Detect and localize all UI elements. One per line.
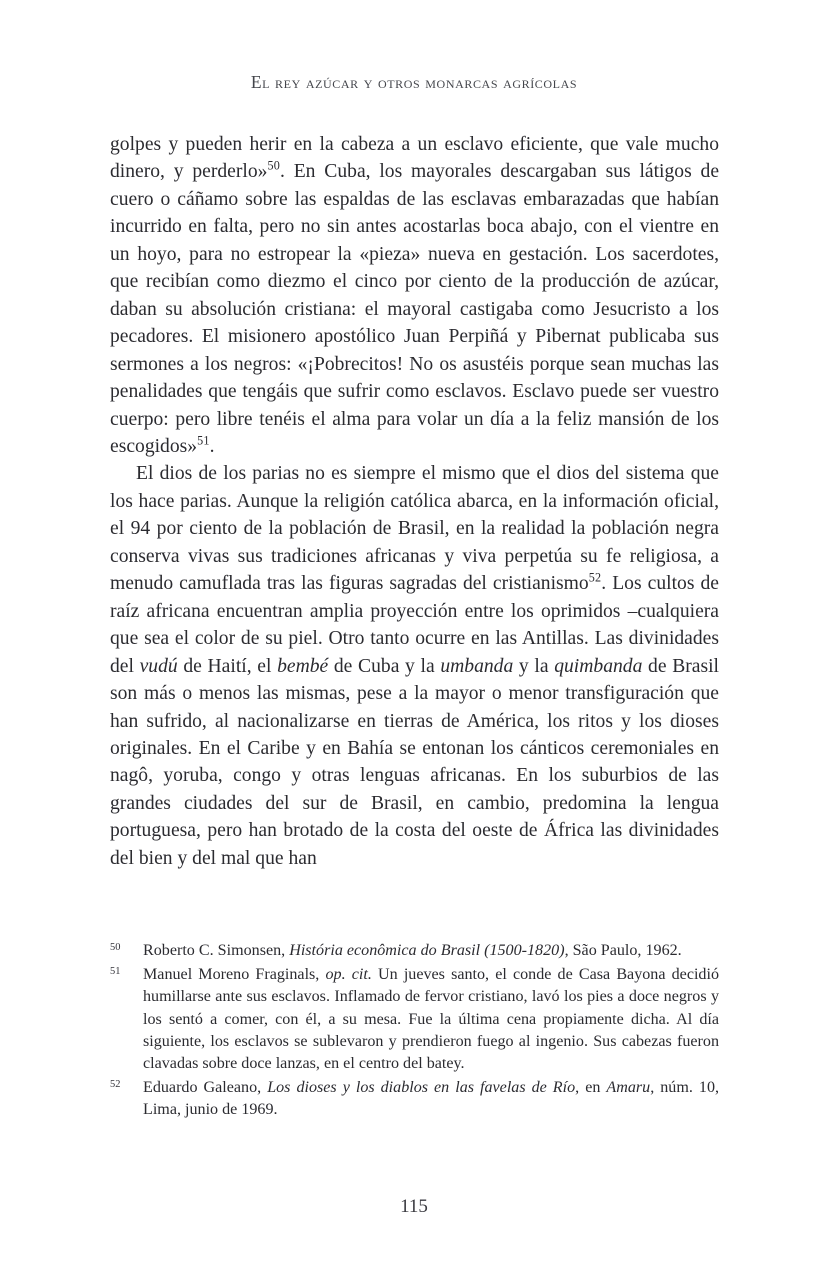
footnote-52-text-a: Eduardo Galeano,: [143, 1079, 268, 1097]
footnote-list: [110, 940, 719, 1124]
footnote-number-50: 50: [110, 942, 121, 953]
body-text-block: [110, 131, 719, 872]
footnote-51-text-a: Manuel Moreno Fraginals,: [143, 966, 326, 984]
paragraph-1-text-a: golpes y pueden herir en la cabeza a un esclavo eficiente, que vale mucho dinero, y perderlo»: [110, 134, 719, 183]
term-quimbanda: quimbanda: [554, 655, 643, 677]
paragraph-2: [110, 460, 719, 872]
footnote-52-text-c: , núm. 10, Lima, junio de 1969.: [143, 1079, 720, 1119]
term-bembe: bembé: [277, 655, 329, 677]
footnote-reference-51[interactable]: 51: [197, 433, 210, 448]
page-number: 115: [400, 1196, 428, 1217]
footnote-50-title: História econômica do Brasil (1500-1820): [289, 942, 565, 959]
footnote-51-text-b: Un jueves santo, el conde de Casa Bayona decidió humillarse ante sus esclavos. Inflamado de fervor cristiano, lavó los pies a doce negros y los sentó a comer, con él, a su mesa. Fue la última cena propiamente dicha. Al día siguiente, los esclavos se sublevaron y prendieron fuego al ingenio. Sus cabezas fueron clavadas sobre doce lanzas, en el centro del batey.: [143, 966, 719, 1073]
term-vudu: vudú: [139, 655, 178, 677]
paragraph-1-text-c: .: [209, 435, 215, 457]
paragraph-2-text-f: de Brasil son más o menos las mismas, pese a la mayor o menor transfiguración que han sufrido, al nacionalizarse en tierras de América, los ritos y los dioses originales. En el Caribe y en Bahía se entonan los cánticos ceremoniales en nagô, yoruba, congo y otras lenguas africanas. En los suburbios de las grandes ciudades del sur de Brasil, en cambio, predomina la lengua portuguesa, pero han brotado de la costa del oeste de África las divinidades del bien y del mal que han: [110, 655, 719, 869]
paragraph-2-text-a: El dios de los parias no es siempre el mismo que el dios del sistema que los hace parias. Aunque la religión católica abarca, en la información oficial, el 94 por ciento de la población de Brasil, en la realidad la población negra conserva vivas sus tradiciones africanas y viva perpetúa su fe religiosa, a menudo camuflada tras las figuras sagradas del cristianismo: [110, 463, 719, 595]
footnote-reference-52[interactable]: 52: [588, 570, 602, 585]
paragraph-2-text-b: . Los cultos de raíz africana encuentran amplia proyección entre los oprimidos –cualquiera que sea el color de su piel. Otro tanto ocurre en las Antillas. Las divinidades del: [110, 573, 719, 677]
paragraph-1: [110, 131, 719, 460]
paragraph-2-text-c: de Haití, el: [177, 655, 278, 677]
paragraph-2-text-e: y la: [513, 655, 555, 677]
footnote-52-journal: Amaru: [606, 1079, 651, 1097]
footnote-50-text-a: Roberto C. Simonsen,: [143, 942, 290, 959]
paragraph-2-text-d: de Cuba y la: [328, 655, 441, 677]
footnote-reference-50[interactable]: 50: [267, 158, 280, 173]
footnote-52-title: Los dioses y los diablos en las favelas de Río: [267, 1079, 576, 1097]
footnote-number-52: 52: [110, 1079, 121, 1091]
paragraph-1-text-b: . En Cuba, los mayorales descargaban sus látigos de cuero o cáñamo sobre las espaldas de las esclavas embarazadas que habían incurrido en falta, pero no sin antes acostarlas boca abajo, con el vientre en un hoyo, para no estropear la «pieza» nueva en gestación. Los sacerdotes, que recibían como diezmo el cinco por ciento de la producción de azúcar, daban su absolución cristiana: el mayoral castigaba como Jesucristo a los pecadores. El misionero apostólico Juan Perpiñá y Pibernat publicaba sus sermones a los negros: «¡Pobrecitos! No os asustéis porque sean muchas las penalidades que tengáis que sufrir como esclavos. Esclavo puede ser vuestro cuerpo: pero libre tenéis el alma para volar un día a la feliz mansión de los escogidos»: [110, 161, 720, 457]
footnote-52: [110, 1077, 719, 1121]
footnote-50: [110, 940, 719, 962]
footnote-51-opcit: op. cit.: [325, 966, 372, 984]
footnote-50-text-b: , São Paulo, 1962.: [564, 942, 682, 959]
footnote-number-51: 51: [110, 966, 121, 978]
running-head: El rey azúcar y otros monarcas agrícolas: [250, 72, 578, 92]
footnote-52-text-b: , en: [575, 1079, 607, 1097]
term-umbanda: umbanda: [440, 655, 514, 677]
footnote-51: [110, 964, 719, 1075]
